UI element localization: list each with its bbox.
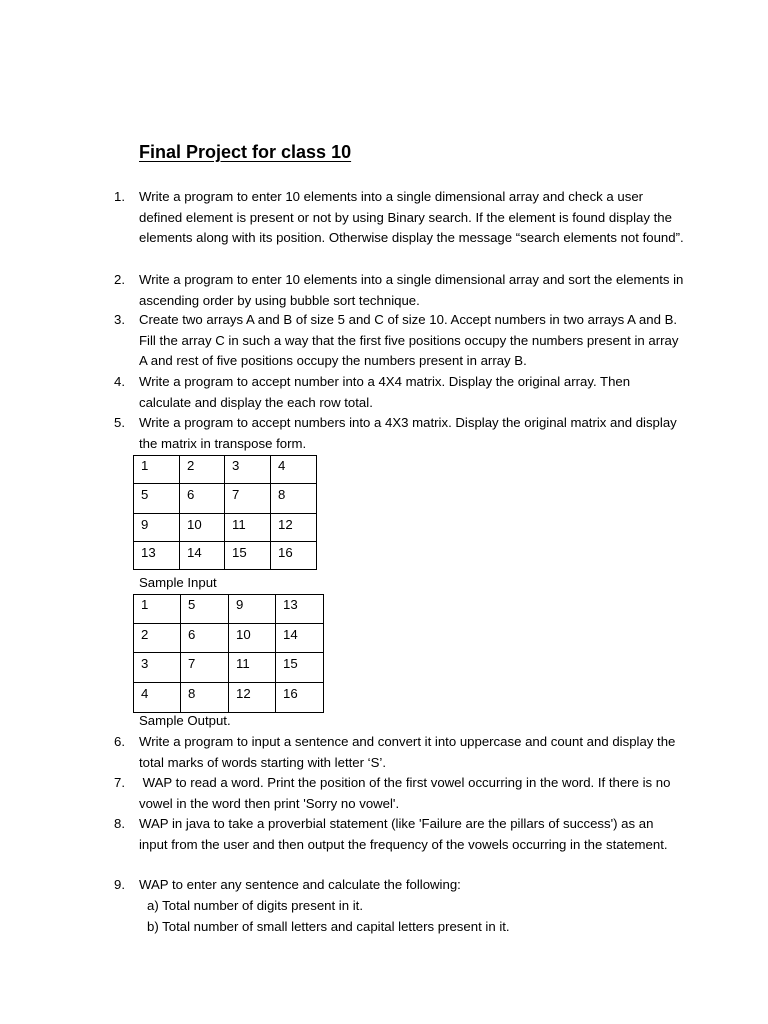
table-cell: 4 <box>134 683 181 713</box>
list-item <box>114 413 684 454</box>
list-item-number: 2. <box>114 272 125 287</box>
list-item-text: Write a program to input a sentence and convert it into uppercase and count and display the total marks of words starting with letter ‘S’. <box>139 734 676 770</box>
table-cell: 14 <box>180 542 225 570</box>
list-item <box>114 732 684 773</box>
table-cell: 8 <box>271 484 317 514</box>
table-row <box>134 653 324 683</box>
table-cell: 7 <box>181 653 229 683</box>
table-cell: 6 <box>180 484 225 514</box>
table-cell: 15 <box>225 542 271 570</box>
table-cell: 6 <box>181 624 229 653</box>
sample-output-caption: Sample Output. <box>139 713 231 728</box>
sub-item-letters: b) Total number of small letters and capital letters present in it. <box>147 919 510 934</box>
table-cell: 2 <box>134 624 181 653</box>
list-item-number: 4. <box>114 374 125 389</box>
list-item-text: Write a program to enter 10 elements into a single dimensional array and check a user defined element is present or not by using Binary search. If the element is found display the elements along with its position. Otherwise display the message “search elements not found”. <box>139 189 684 246</box>
list-item <box>114 372 684 413</box>
list-item-number: 3. <box>114 312 125 327</box>
table-cell: 4 <box>271 456 317 484</box>
table-cell: 13 <box>134 542 180 570</box>
sample-input-caption: Sample Input <box>139 575 217 590</box>
list-item-number: 1. <box>114 189 125 204</box>
table-cell: 13 <box>276 595 324 624</box>
list-item <box>114 875 684 896</box>
table-cell: 12 <box>229 683 276 713</box>
list-item-number: 6. <box>114 734 125 749</box>
table-row <box>134 624 324 653</box>
list-item <box>114 310 684 372</box>
list-item-text: WAP to read a word. Print the position of the first vowel occurring in the word. If there is no vowel in the word then print 'Sorry no vowel'. <box>139 775 675 811</box>
table-cell: 15 <box>276 653 324 683</box>
table-cell: 3 <box>225 456 271 484</box>
table-cell: 16 <box>276 683 324 713</box>
table-cell: 16 <box>271 542 317 570</box>
table-row <box>134 514 317 542</box>
table-cell: 3 <box>134 653 181 683</box>
table-cell: 5 <box>181 595 229 624</box>
page-title: Final Project for class 10 <box>139 142 352 162</box>
sample-output-matrix <box>133 594 324 713</box>
table-cell: 12 <box>271 514 317 542</box>
list-item-text: Create two arrays A and B of size 5 and C of size 10. Accept numbers in two arrays A and B. Fill the array C in such a way that the first five positions occupy the numbers present in array A and rest of five positions occupy the numbers present in array B. <box>139 312 679 369</box>
list-item <box>114 814 684 855</box>
table-row <box>134 484 317 514</box>
table-cell: 9 <box>134 514 180 542</box>
table-row <box>134 683 324 713</box>
table-cell: 10 <box>180 514 225 542</box>
table-cell: 8 <box>181 683 229 713</box>
list-item <box>114 773 684 814</box>
table-row <box>134 595 324 624</box>
sample-input-matrix <box>133 455 317 570</box>
table-cell: 11 <box>225 514 271 542</box>
list-item-text: WAP to enter any sentence and calculate the following: <box>139 877 461 892</box>
list-item-number: 9. <box>114 877 125 892</box>
list-item-text: Write a program to enter 10 elements into a single dimensional array and sort the elements in ascending order by using bubble sort technique. <box>139 272 684 308</box>
list-item <box>114 270 684 311</box>
table-cell: 9 <box>229 595 276 624</box>
table-cell: 1 <box>134 456 180 484</box>
table-cell: 5 <box>134 484 180 514</box>
list-item-text: Write a program to accept number into a 4X4 matrix. Display the original array. Then calculate and display the each row total. <box>139 374 631 410</box>
table-cell: 11 <box>229 653 276 683</box>
table-row <box>134 542 317 570</box>
list-item-number: 7. <box>114 775 125 790</box>
list-item-text: Write a program to accept numbers into a 4X3 matrix. Display the original matrix and display the matrix in transpose form. <box>139 415 677 451</box>
table-cell: 14 <box>276 624 324 653</box>
table-row <box>134 456 317 484</box>
list-item-number: 5. <box>114 415 125 430</box>
table-cell: 2 <box>180 456 225 484</box>
list-item <box>114 187 684 249</box>
table-cell: 10 <box>229 624 276 653</box>
table-cell: 7 <box>225 484 271 514</box>
table-cell: 1 <box>134 595 181 624</box>
list-item-number: 8. <box>114 816 125 831</box>
sub-item-digits: a) Total number of digits present in it. <box>147 898 363 913</box>
list-item-text: WAP in java to take a proverbial statement (like 'Failure are the pillars of success') as an input from the user and then output the frequency of the vowels occurring in the statement. <box>139 816 668 852</box>
